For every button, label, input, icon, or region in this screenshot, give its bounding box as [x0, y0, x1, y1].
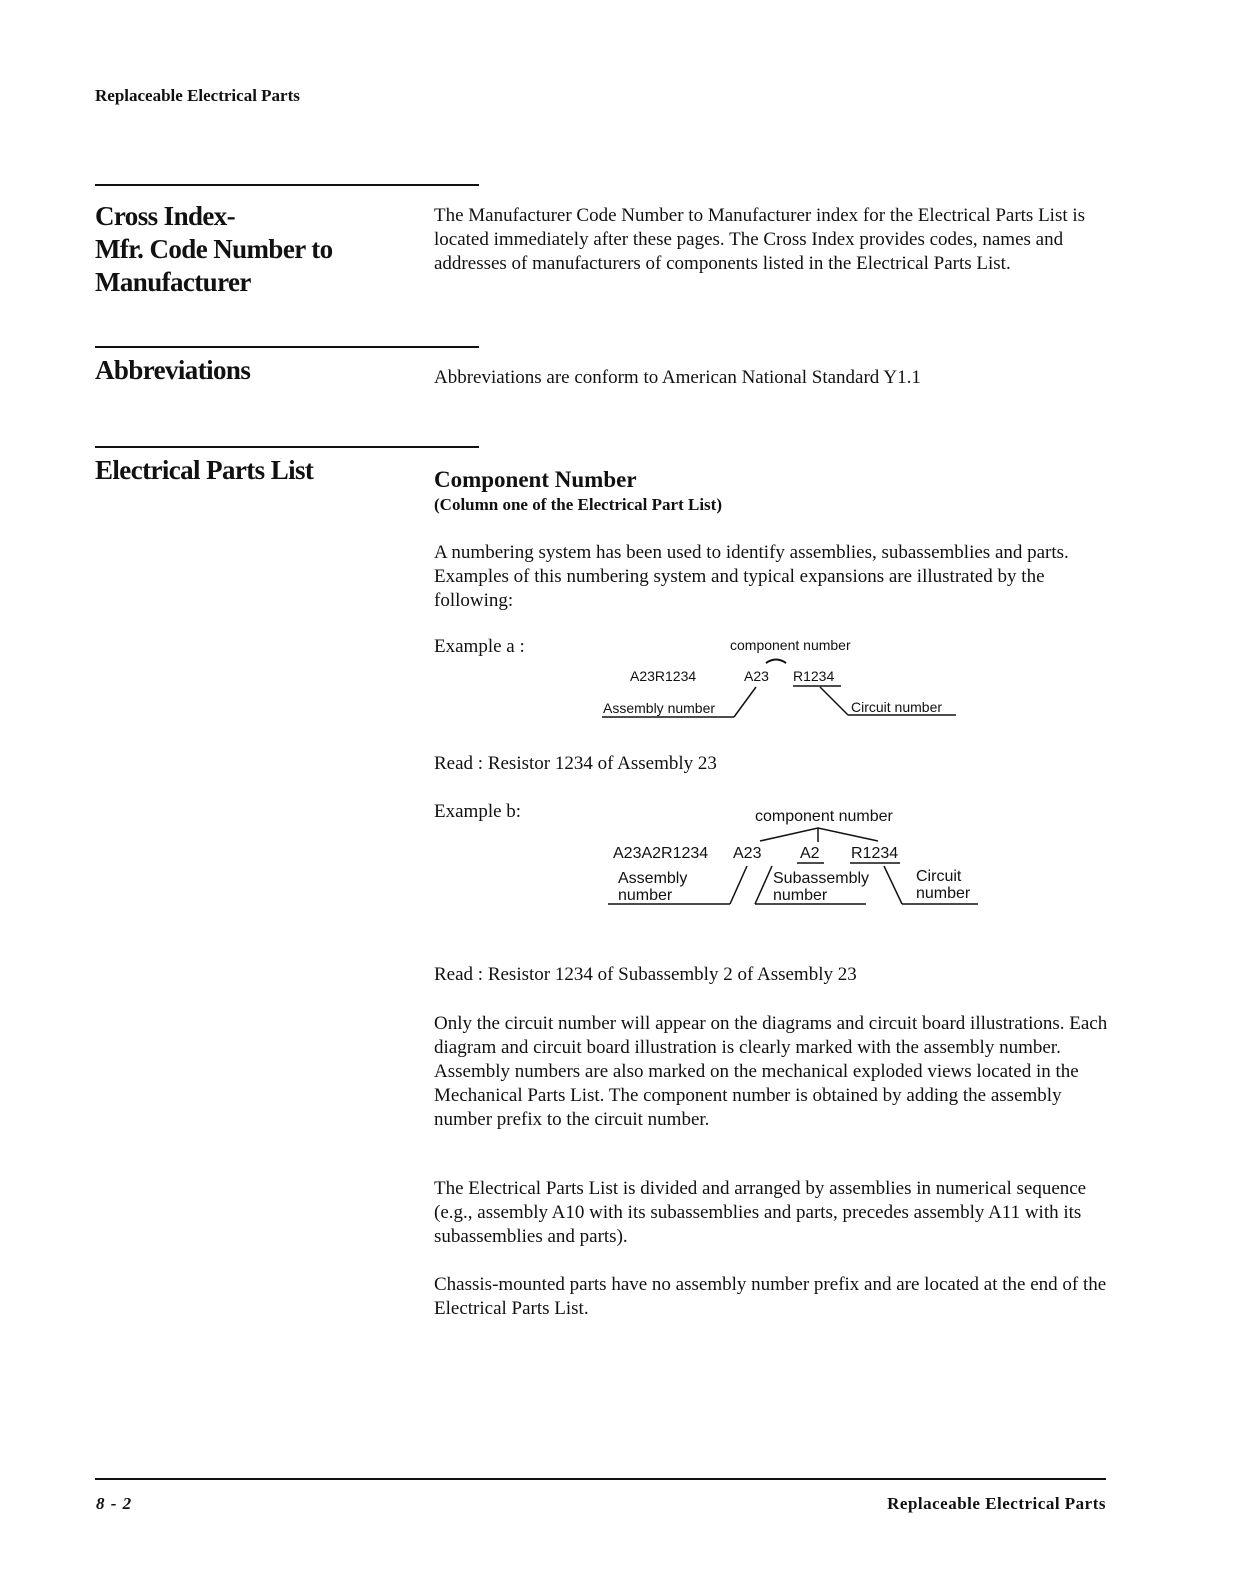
example-a-bracket [766, 660, 786, 664]
footer-title: Replaceable Electrical Parts [887, 1494, 1106, 1513]
example-b-bracket [760, 828, 878, 842]
component-number-heading [434, 466, 1114, 516]
example-b-read: Read : Resistor 1234 of Subassembly 2 of Assembly 23 [434, 964, 857, 985]
page-number: 8 - 2 [96, 1494, 133, 1513]
example-b-assembly-code: A23 [733, 845, 762, 862]
parts-list-order-paragraph-block [434, 1177, 1114, 1249]
example-a-diagram [590, 630, 970, 725]
abbreviations-paragraph: Abbreviations are conform to American National Standard Y1.1 [434, 367, 921, 388]
abbreviations-title: Abbreviations [95, 355, 251, 385]
cross-index-title-line: Cross Index- [95, 201, 236, 231]
parts-list-order-paragraph: The Electrical Parts List is divided and arranged by assemblies in numerical sequence (e.g., assembly A10 with its subassemblies and parts, precedes assembly A11 with its subassemblies and parts). [434, 1178, 1087, 1247]
example-b-diagram [600, 800, 985, 910]
running-header: Replaceable Electrical Parts [95, 86, 300, 105]
example-a-component-number-label: component number [730, 637, 851, 653]
example-a-assembly-number-label: Assembly number [603, 700, 716, 716]
chassis-parts-paragraph: Chassis-mounted parts have no assembly number prefix and are located at the end of the Electrical Parts List. [434, 1274, 1107, 1319]
abbreviations-body [434, 366, 1114, 390]
electrical-parts-title: Electrical Parts List [95, 455, 314, 485]
cross-index-title-line: Manufacturer [95, 267, 251, 297]
example-a-label: Example a : [434, 636, 525, 657]
example-b-full-code: A23A2R1234 [613, 845, 709, 862]
example-b-circuit-label-line1: Circuit [916, 868, 962, 885]
component-number-subhead: Component Number [434, 467, 637, 492]
numbering-intro [434, 541, 1114, 613]
example-b-subassembly-label-line1: Subassembly [773, 870, 870, 887]
section-divider [95, 446, 479, 448]
example-b-assembly-label-line2: number [618, 887, 673, 904]
circuit-number-paragraph-block [434, 1012, 1114, 1132]
example-b-subassembly-code: A2 [800, 845, 820, 862]
circuit-number-paragraph: Only the circuit number will appear on the diagrams and circuit board illustrations. Each diagram and circuit board illustration is clearly marked with the assembly number. Assembly numbers are also marked on the mechanical exploded views located in the Mechanical Parts List. The component number is obtained by adding the assembly number prefix to the circuit number. [434, 1013, 1108, 1130]
example-b-label: Example b: [434, 801, 522, 822]
chassis-parts-paragraph-block [434, 1273, 1114, 1321]
example-a-circuit-number-label: Circuit number [851, 699, 943, 715]
example-a-assembly-pointer [734, 687, 756, 717]
example-a-full-code: A23R1234 [630, 668, 697, 684]
numbering-intro-paragraph: A numbering system has been used to identify assemblies, subassemblies and parts. Examples of this numbering system and typical expansions are illustrated by the following: [434, 542, 1069, 611]
cross-index-title [95, 200, 333, 299]
example-a-circuit-code: R1234 [793, 668, 835, 684]
example-a-read: Read : Resistor 1234 of Assembly 23 [434, 753, 717, 774]
cross-index-body [434, 204, 1114, 276]
example-a-assembly-code: A23 [744, 668, 769, 684]
footer-rule [95, 1478, 1106, 1480]
example-a-circuit-pointer [820, 687, 848, 715]
example-b-assembly-label-line1: Assembly [618, 870, 688, 887]
example-b-component-number-label: component number [755, 808, 893, 825]
cross-index-paragraph: The Manufacturer Code Number to Manufacturer index for the Electrical Parts List is located immediately after these pages. The Cross Index provides codes, names and addresses of manufacturers of components listed in the Electrical Parts List. [434, 205, 1086, 274]
cross-index-title-line: Mfr. Code Number to [95, 234, 333, 264]
example-b-circuit-code: R1234 [851, 845, 899, 862]
section-divider [95, 184, 479, 186]
section-divider [95, 346, 479, 348]
component-number-note: (Column one of the Electrical Part List) [434, 495, 722, 514]
example-b-subassembly-label-line2: number [773, 887, 828, 904]
example-b-circuit-label-line2: number [916, 885, 971, 902]
example-b-assembly-pointer [730, 866, 747, 904]
example-b-subassembly-pointer [755, 866, 772, 904]
example-b-circuit-pointer [884, 866, 902, 904]
